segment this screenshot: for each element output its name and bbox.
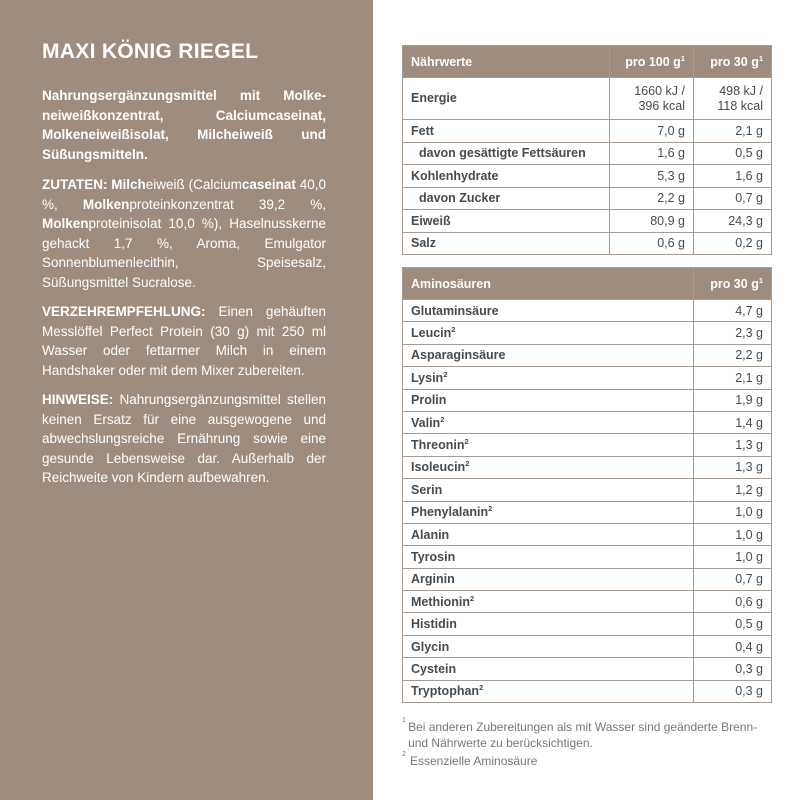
- nutrition-value-per100: 7,0 g: [610, 120, 694, 143]
- ingredients-part: proteinkonzentrat 39,2 %,: [129, 196, 326, 212]
- amino-label: Asparaginsäure: [403, 344, 694, 366]
- ingredients-heading: ZUTATEN:: [42, 177, 108, 192]
- amino-label: Glycin: [403, 635, 694, 657]
- ingredients-text: [42, 177, 326, 290]
- product-title: MAXI KÖNIG RIEGEL: [42, 40, 259, 63]
- ingredients-part: eiweiß (Calcium: [145, 177, 242, 192]
- nutrition-value-per100: 5,3 g: [610, 165, 694, 188]
- amino-row: [403, 680, 772, 702]
- nutrition-value-per30: 24,3 g: [694, 210, 772, 233]
- amino-label: Serin: [403, 479, 694, 501]
- amino-row: [403, 434, 772, 456]
- ingredients-part: Molken: [82, 196, 130, 212]
- amino-value: 1,2 g: [694, 479, 772, 501]
- amino-header-label: Aminosäuren: [403, 268, 694, 300]
- amino-value: 0,3 g: [694, 680, 772, 702]
- nutrition-row: [403, 78, 772, 120]
- amino-value: 0,3 g: [694, 658, 772, 680]
- nutrition-label: davon gesättigte Fettsäuren: [403, 142, 610, 165]
- amino-row: [403, 479, 772, 501]
- amino-row: [403, 389, 772, 411]
- amino-value: 1,3 g: [694, 434, 772, 456]
- amino-value: 2,2 g: [694, 344, 772, 366]
- notes-text: Nahrungsergänzungsmittel stellen keinen Ersatz für eine ausgewogene und abwechslungsreiche Ernährung sowie eine gesunde Lebensweise dar. Außerhalb der Reichweite von Kindern aufbewahren.: [42, 392, 326, 485]
- amino-label: Valin$^2$: [403, 411, 694, 433]
- amino-row: [403, 591, 772, 613]
- amino-row: [403, 635, 772, 657]
- nutrition-header-row: [403, 46, 772, 78]
- product-info-panel: [0, 0, 373, 800]
- amino-row: [403, 501, 772, 523]
- nutrition-label: davon Zucker: [403, 187, 610, 210]
- amino-row: [403, 411, 772, 433]
- nutrition-header-per100: pro 100 $g^1$: [610, 46, 694, 78]
- amino-value: 1,3 g: [694, 456, 772, 478]
- amino-label: Glutaminsäure: [403, 300, 694, 322]
- nutrition-value-per100: 80,9 g: [610, 210, 694, 233]
- amino-value: 1,4 g: [694, 411, 772, 433]
- nutrition-label: Fett: [403, 120, 610, 143]
- nutrition-label: Salz: [403, 232, 610, 255]
- usage-text: Einen gehäuften Messlöffel Perfect Protein (30 g) mit 250 ml Wasser oder fettarmer Milch in einem Handshaker oder mit dem Mixer zubereiten.: [42, 304, 326, 378]
- amino-row: [403, 456, 772, 478]
- amino-value: 1,9 g: [694, 389, 772, 411]
- amino-value: 0,5 g: [694, 613, 772, 635]
- nutrition-row: [403, 210, 772, 233]
- nutrition-value-per30: 0,2 g: [694, 232, 772, 255]
- amino-row: [403, 322, 772, 344]
- amino-label: Histidin: [403, 613, 694, 635]
- ingredients-part: Molken: [42, 216, 89, 231]
- nutrition-row: [403, 120, 772, 143]
- usage-heading: VERZEHREMPFEHLUNG:: [42, 304, 206, 319]
- amino-row: [403, 367, 772, 389]
- nutrition-value-per30: 0,5 g: [694, 142, 772, 165]
- nutrition-value-per30: 0,7 g: [694, 187, 772, 210]
- amino-label: Leucin$^2$: [403, 322, 694, 344]
- amino-row: [403, 568, 772, 590]
- ingredients-part: caseinat: [241, 177, 296, 192]
- nutrition-value-per100: 2,2 g: [610, 187, 694, 210]
- amino-value: 1,0 g: [694, 546, 772, 568]
- amino-label: Tryptophan$^2$: [403, 680, 694, 702]
- amino-value: 1,0 g: [694, 501, 772, 523]
- amino-label: Threonin$^2$: [403, 434, 694, 456]
- amino-label: Phenylalanin$^2$: [403, 501, 694, 523]
- footnote: $^2$ Essenzielle Aminosäure: [402, 751, 538, 768]
- amino-label: Alanin: [403, 523, 694, 545]
- amino-value: 2,3 g: [694, 322, 772, 344]
- amino-value: 4,7 g: [694, 300, 772, 322]
- amino-value: 2,1 g: [694, 367, 772, 389]
- amino-row: [403, 300, 772, 322]
- amino-label: Lysin$^2$: [403, 367, 694, 389]
- amino-row: [403, 523, 772, 545]
- footnotes: [402, 719, 772, 771]
- nutrition-header-label: Nährwerte: [403, 46, 610, 78]
- amino-label: Cystein: [403, 658, 694, 680]
- notes-paragraph: [42, 390, 326, 488]
- amino-label: Arginin: [403, 568, 694, 590]
- amino-row: [403, 658, 772, 680]
- amino-label: Methionin$^2$: [403, 591, 694, 613]
- notes-heading: HINWEISE:: [42, 392, 114, 407]
- nutrition-row: [403, 142, 772, 165]
- nutrition-row: [403, 165, 772, 188]
- nutrition-value-per100: 1660 kJ / 396 kcal: [610, 78, 694, 120]
- nutrition-value-per30: 498 kJ / 118 kcal: [694, 78, 772, 120]
- amino-header-per30: pro 30 $g^1$: [694, 268, 772, 300]
- amino-row: [403, 613, 772, 635]
- amino-row: [403, 344, 772, 366]
- amino-label: Isoleucin$^2$: [403, 456, 694, 478]
- footnote: $^1$ Bei anderen Zubereitungen als mit Wasser sind geänderte Brenn- und Nährwerte zu berücksichtigen.: [402, 717, 758, 750]
- nutrition-value-per30: 1,6 g: [694, 165, 772, 188]
- amino-header-row: [403, 268, 772, 300]
- nutrition-label: Eiweiß: [403, 210, 610, 233]
- amino-rows: [403, 300, 772, 703]
- nutrition-rows: [403, 78, 772, 255]
- usage-paragraph: [42, 302, 326, 380]
- amino-label: Prolin: [403, 389, 694, 411]
- nutrition-table: [402, 45, 772, 255]
- nutrition-row: [403, 232, 772, 255]
- product-description: Nahrungsergänzungsmittel mit Molkeneiweißkonzentrat, Calciumcaseinat, Molkeneiweißisolat, Milcheiweiß und Süßungsmitteln.: [42, 88, 326, 162]
- amino-row: [403, 546, 772, 568]
- amino-value: 0,6 g: [694, 591, 772, 613]
- amino-value: 0,7 g: [694, 568, 772, 590]
- nutrition-value-per30: 2,1 g: [694, 120, 772, 143]
- nutrition-value-per100: 1,6 g: [610, 142, 694, 165]
- ingredients-part: Milch: [111, 177, 146, 192]
- ingredients-paragraph: [42, 175, 326, 292]
- amino-label: Tyrosin: [403, 546, 694, 568]
- amino-acid-table: [402, 267, 772, 703]
- nutrition-label: Kohlenhydrate: [403, 165, 610, 188]
- amino-value: 1,0 g: [694, 523, 772, 545]
- nutrition-label: Energie: [403, 78, 610, 120]
- amino-value: 0,4 g: [694, 635, 772, 657]
- ingredients-part: 40,0 %,: [42, 177, 326, 212]
- nutrition-value-per100: 0,6 g: [610, 232, 694, 255]
- nutrition-row: [403, 187, 772, 210]
- nutrition-header-per30: pro 30 $g^1$: [694, 46, 772, 78]
- ingredients-part: proteinisolat 10,0 %), Haselnusskerne gehackt 1,7 %, Aroma, Emulgator Sonnenblumenlecithin, Speisesalz, Süßungsmittel Sucralose.: [42, 216, 326, 290]
